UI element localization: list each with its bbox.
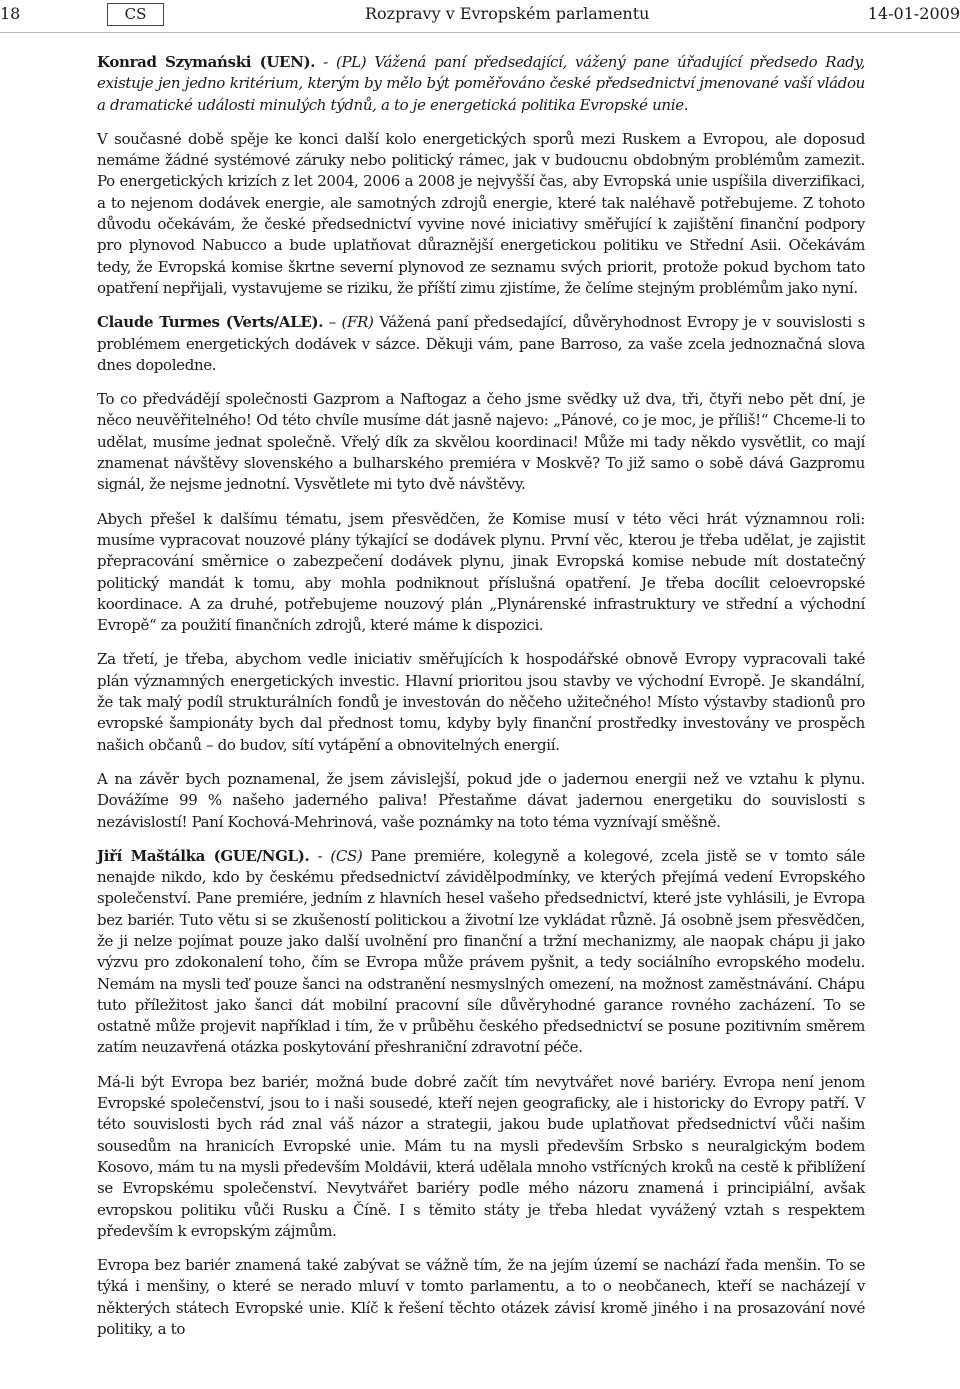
document-body — [97, 52, 865, 1353]
speaker-separator: - — [315, 53, 336, 71]
paragraph: Má-li být Evropa bez bariér, možná bude dobré začít tím nevytvářet nové bariéry. Evropa není jenom Evropské společenství, jsou to i naši sousedé, kteří nejen geograficky, ale i historicky do Evropy patří. V této souvislosti bych rád znal váš názor a strategii, jakou bude uplatňovat předsednictví vůči našim sousedům na hranicích Evropské unie. Mám tu na mysli především Srbsko s neuralgickým bodem Kosovo, mám tu na mysli především Moldávii, která udělala mnoho vstřícných kroků na cestě k přiblížení se Evropskému společenství. Nevytvářet bariéry podle mého názoru znamená i principiální, avšak evropskou politiku vůči Rusku a Číně. I s těmito státy je třeba hledat vyvážený vztah s respektem především k evropským zájmům. — [97, 1072, 865, 1240]
language-code-box: CS — [107, 3, 164, 26]
paragraph: To co předvádějí společnosti Gazprom a Naftogaz a čeho jsme svědky už dva, tři, čtyři nebo pět dní, je něco neuvěřitelného! Od této chvíle musíme dát jasně najevo: „Pánové, co je moc, je příliš!“ Chceme-li to udělat, musíme jednat společně. Vřelý dík za skvělou koordinaci! Může mi tady někdo vysvětlit, co mají znamenat návštěvy slovenského a bulharského premiéra v Moskvě? To již samo o sobě dává Gazpromu signál, že nejsme jednotní. Vysvětlete mi tyto dvě návštěvy. — [97, 390, 865, 494]
paragraph-text: Pane premiére, kolegyně a kolegové, zcela jistě se v tomto sále nenajde nikdo, kdo by českému předsednictví závidělpodmínky, ve kterých přejímá vedení Evropského společenství. Pane premiére, jedním z hlavních hesel vašeho předsednictví, které jste vyhlásili, je Evropa bez bariér. Tuto větu si se zkušeností politickou a životní lze vykládat různě. Já osobně jsem přesvědčen, že ji nelze pojímat pouze jako další uvolnění pro finanční a tržní mechanizmy, ale naopak chápu ji jako výzvu pro zdokonalení toho, čím se Evropa může právem pyšnit, a tedy sociálního evropského modelu. Nemám na mysli teď pouze šanci na odstranění nesmyslných omezení, na možnost zaměstnávání. Chápu tuto příležitost jako šanci dát mobilní pracovní síle důvěryhodné garance rovného zacházení. To se ostatně může projevit například i tím, že v průběhu českého předsednictví se posune pozitivním směrem zatím neuzavřená otázka poskytování přeshraniční zdravotní péče. — [97, 846, 865, 1057]
language-tag: (PL) — [335, 53, 367, 71]
paragraph: Za třetí, je třeba, abychom vedle iniciativ směřujících k hospodářské obnově Evropy vypracovali také plán významných energetických investic. Hlavní prioritou jsou stavby ve východní Evropě. Je skandální, že tak malý podíl strukturálních fondů je investován do něčeho užitečného! Místo výstavby stadionů pro evropské šampionáty bych dal přednost tomu, kdyby byly finanční prostředky investovány ve prospěch našich občanů – do budov, sítí vytápění a obnovitelných energií. — [97, 650, 865, 754]
paragraph: A na závěr bych poznamenal, že jsem závislejší, pokud jde o jadernou energii než ve vztahu k plynu. Dovážíme 99 % našeho jaderného paliva! Přestaňme dávat jadernou energetiku do souvislosti s nezávislostí! Paní Kochová-Mehrinová, vaše poznámky na toto téma vyznívají směšně. — [97, 769, 865, 831]
document-date: 14-01-2009 — [867, 4, 960, 23]
page-header — [0, 0, 960, 30]
language-tag: (CS) — [330, 846, 363, 865]
paragraph: Abych přešel k dalšímu tématu, jsem přesvědčen, že Komise musí v této věci hrát významnou roli: musíme vypracovat nouzové plány týkající se dodávek plynu. První věc, kterou je třeba udělat, je zajistit přepracování směrnice o zabezpečení dodávek plynu, jinak Evropská komise nebude mít dostatečný politický mandát k tomu, aby mohla podniknout příslušná opatření. Je třeba docílit celoevropské koordinace. A za druhé, potřebujeme nouzový plán „Plynárenské infrastruktury ve střední a východní Evropě“ za použití finančních zdrojů, které máme k dispozici. — [97, 509, 865, 635]
speaker-name: Claude Turmes (Verts/ALE). — [97, 313, 324, 332]
language-tag: (FR) — [341, 313, 374, 332]
document-title: Rozpravy v Evropském parlamentu — [365, 4, 650, 23]
paragraph — [97, 312, 865, 376]
paragraph-text: Vážená paní předsedající, vážený pane úřadující předsedo Rady, existuje jen jedno kritérium, kterým by mělo být poměřováno české předsednictví jmenované vaší vládou a dramatické události minulých týdnů, a to je energetická politika Evropské unie. — [97, 53, 865, 114]
paragraph: V současné době spěje ke konci další kolo energetických sporů mezi Ruskem a Evropou, ale doposud nemáme žádné systémové záruky nebo politický rámec, jak v budoucnu obdobným problémům zamezit. Po energetických krizích z let 2004, 2006 a 2008 je nejvyšší čas, aby Evropská unie uspíšila diverzifikaci, a to nejenom dodávek energie, ale samotných zdrojů energie, které tak naléhavě potřebujeme. Z tohoto důvodu očekávám, že české předsednictví vyvine nové iniciativy směřující k zajištění finanční podpory pro plynovod Nabucco a bude uplatňovat důraznější energetickou politiku ve Střední Asii. Očekávám tedy, že Evropská komise škrtne severní plynovod ze seznamu svých priorit, protože pokud bychom tato opatření nepřijali, vystavujeme se riziku, že příští zimu zjistíme, že čelíme stejným problémům jako nyní. — [97, 129, 865, 297]
speaker-name: Jiří Maštálka (GUE/NGL). — [97, 846, 310, 865]
page-number: 18 — [0, 4, 21, 23]
paragraph: Evropa bez bariér znamená také zabývat se vážně tím, že na jejím území se nachází řada menšin. To se týká i menšiny, o které se nerado mluví v tomto parlamentu, a to o neobčanech, kteří se nacházejí v některých státech Evropské unie. Klíč k řešení těchto otázek závisí kromě jiného i na prosazování nové politiky, a to — [97, 1256, 865, 1339]
speaker-name: Konrad Szymański (UEN). — [97, 53, 316, 71]
header-divider — [0, 32, 960, 33]
paragraph — [97, 52, 865, 116]
speaker-separator: – — [323, 313, 342, 332]
paragraph-text: Vážená paní předsedající, důvěryhodnost Evropy je v souvislosti s problémem energetických dodávek v sázce. Děkuji vám, pane Barroso, za vaše zcela jednoznačná slova dnes dopoledne. — [97, 313, 865, 374]
speaker-separator: - — [309, 846, 331, 865]
paragraph — [97, 846, 865, 1059]
